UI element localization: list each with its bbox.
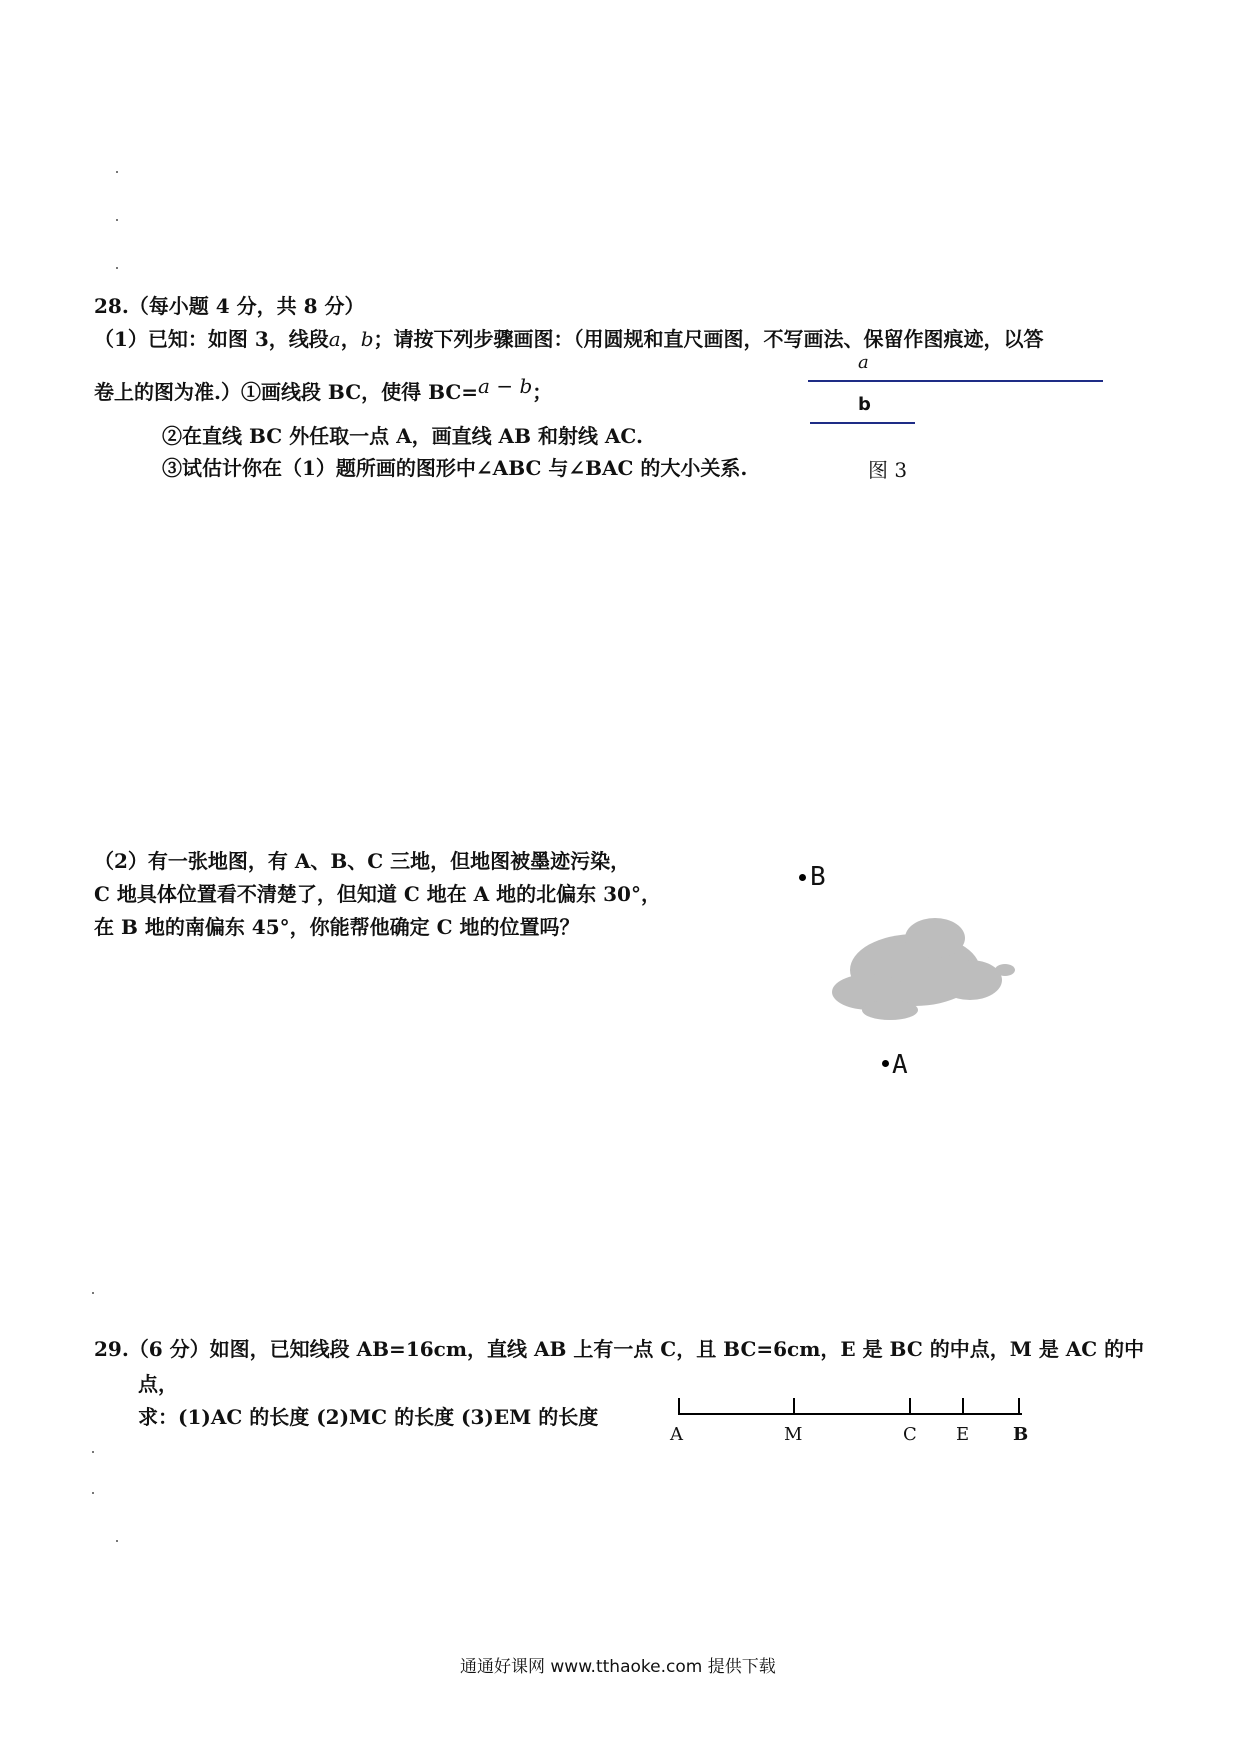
question-29-number: 29. xyxy=(94,1337,129,1361)
page-footer: 通通好课网 www.tthaoke.com 提供下载 xyxy=(460,1657,776,1677)
scan-dot xyxy=(116,171,118,173)
question-28-part2-line3: 在 B 地的南偏东 45°，你能帮他确定 C 地的位置吗？ xyxy=(94,915,580,939)
tick-m xyxy=(793,1398,795,1414)
label-a: A xyxy=(670,1424,683,1445)
figure3-caption: 图 3 xyxy=(868,458,908,482)
scan-dot xyxy=(92,1451,94,1453)
label-b: B xyxy=(1013,1424,1029,1445)
step1-text: 卷上的图为准.）①画线段 BC，使得 BC= xyxy=(94,380,479,404)
ink-blot-map xyxy=(790,860,1070,1100)
question-28-part1-line2 xyxy=(94,376,552,405)
tick-e xyxy=(962,1398,964,1414)
step2-text: ②在直线 BC 外任取一点 A，画直线 AB 和射线 AC. xyxy=(162,424,643,448)
point-a-marker xyxy=(882,1060,889,1067)
figure3-segment-b xyxy=(810,422,915,424)
question-28-part2-line2: C 地具体位置看不清楚了，但知道 C 地在 A 地的北偏东 30°， xyxy=(94,882,661,906)
scan-dot xyxy=(116,1540,118,1542)
scan-dot xyxy=(116,267,118,269)
point-b-marker xyxy=(799,874,806,881)
question-28-header xyxy=(94,290,364,319)
separator: ， xyxy=(340,327,361,351)
label-m: M xyxy=(784,1424,803,1445)
figure3-label-a: a xyxy=(858,352,869,373)
tick-b xyxy=(1018,1398,1020,1414)
tick-c xyxy=(909,1398,911,1414)
question-28-points: （每小题 4 分，共 8 分） xyxy=(128,294,365,318)
part1-instructions: ；请按下列步骤画图：（用圆规和直尺画图，不写画法、保留作图痕迹，以答 xyxy=(373,327,1044,351)
question-29-line1 xyxy=(94,1333,1144,1362)
question-29-ask: 求：(1)AC 的长度 (2)MC 的长度 (3)EM 的长度 xyxy=(138,1405,599,1429)
question-29-text: （6 分）如图，已知线段 AB=16cm，直线 AB 上有一点 C，且 BC=6cm，E 是 BC 的中点，M 是 AC 的中 xyxy=(128,1337,1145,1361)
point-a-label: A xyxy=(892,1050,908,1080)
figure3-label-b: b xyxy=(858,394,871,415)
tick-a xyxy=(678,1398,680,1414)
part1-intro-text: （1）已知：如图 3，线段 xyxy=(94,327,329,351)
scan-dot xyxy=(92,1292,94,1294)
step3-text: ③试估计你在（1）题所画的图形中∠ABC 与∠BAC 的大小关系. xyxy=(162,456,748,480)
label-c: C xyxy=(903,1424,917,1445)
scan-dot xyxy=(92,1492,94,1494)
step1-end: ； xyxy=(532,380,553,404)
expression-a-minus-b: a − b xyxy=(478,374,533,398)
label-e: E xyxy=(956,1424,970,1445)
figure3-segment-a xyxy=(808,380,1103,382)
question-28-part2-line1: （2）有一张地图，有 A、B、C 三地，但地图被墨迹污染， xyxy=(94,849,631,873)
scan-dot xyxy=(116,219,118,221)
question-29-line2: 点， xyxy=(138,1372,178,1396)
point-b-label: B xyxy=(810,862,826,892)
question-28-number: 28. xyxy=(94,294,129,318)
question-28-part1-line1 xyxy=(94,323,1044,352)
var-a: a xyxy=(328,327,341,351)
segment-ab xyxy=(678,1413,1022,1415)
var-b: b xyxy=(360,327,374,351)
